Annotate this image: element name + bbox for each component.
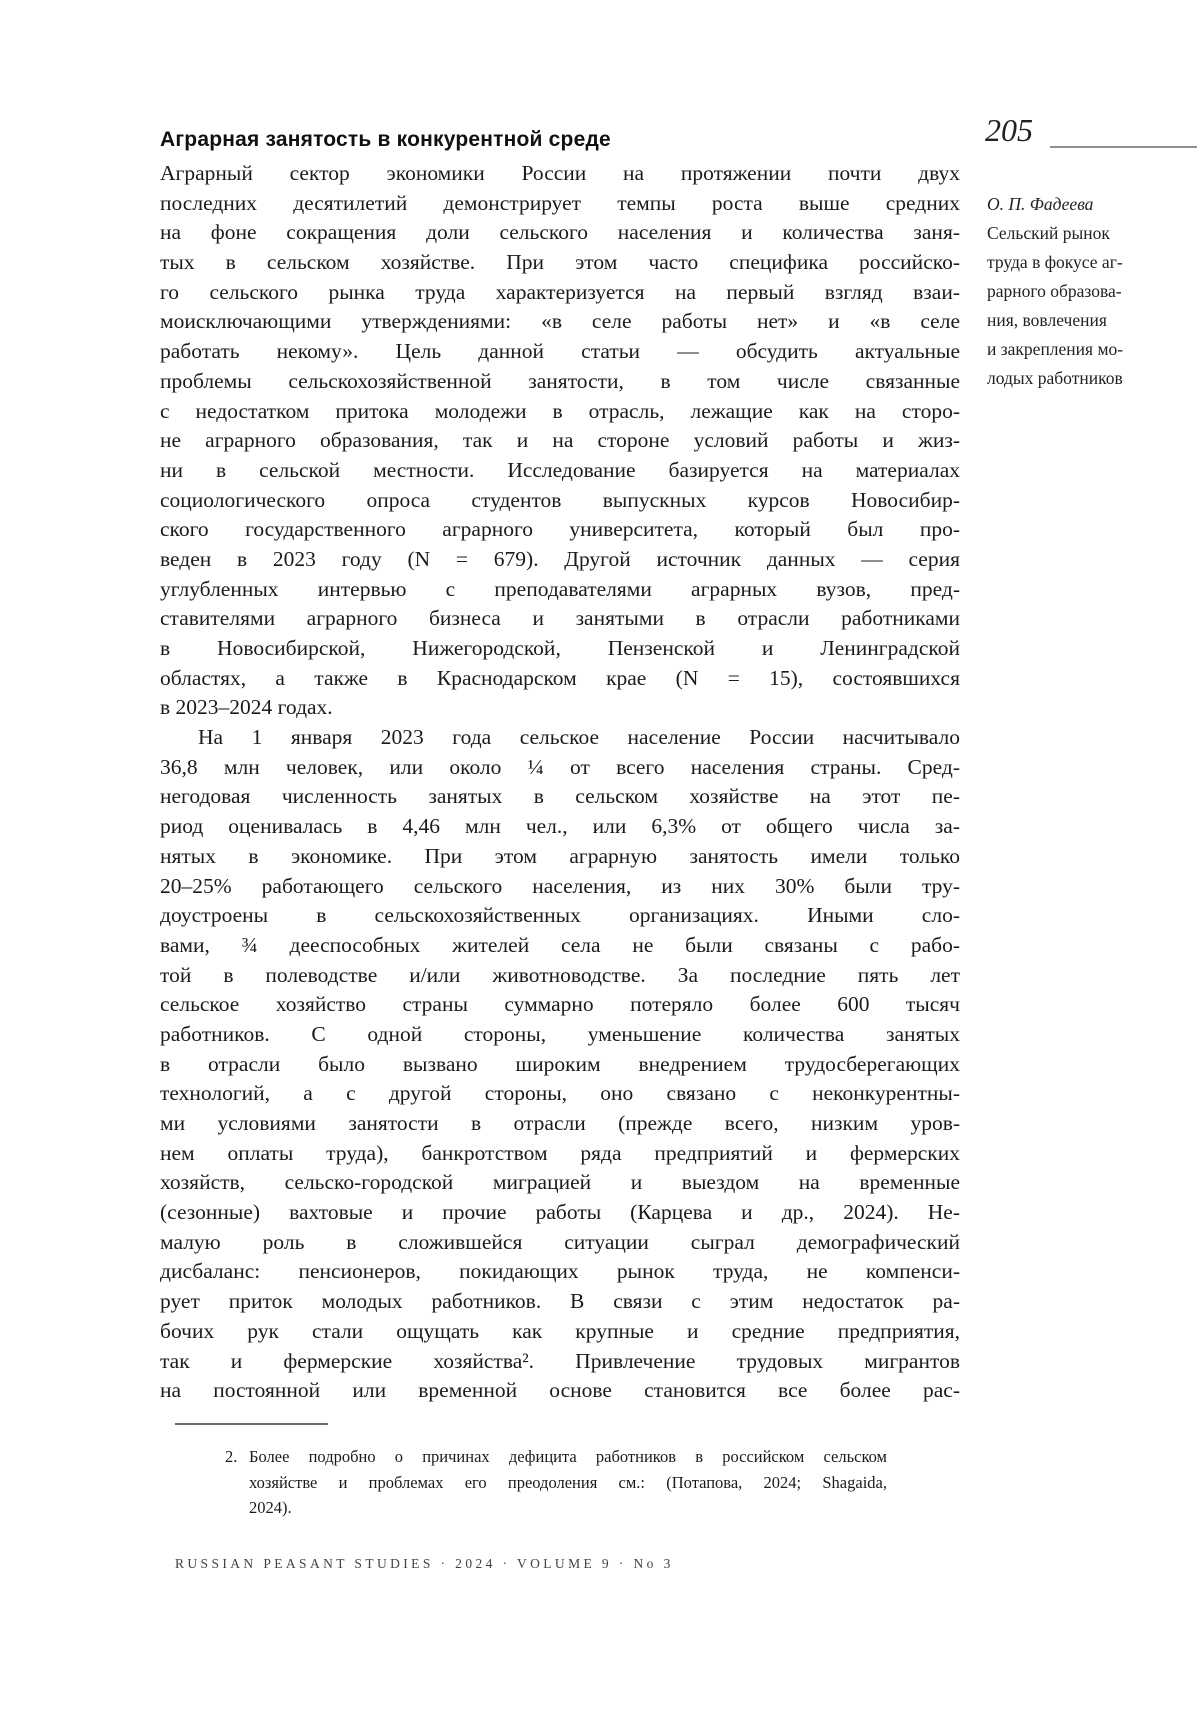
body-line: работать некому». Цель данной статьи — обсудить актуальные [160, 339, 960, 364]
margin-title-line: лодых работников [987, 368, 1123, 388]
body-line: нятых в экономике. При этом аграрную занятость имели только [160, 843, 960, 868]
body-line: ми условиями занятости в отрасли (прежде всего, низким уров- [160, 1111, 960, 1135]
footnote-line: хозяйстве и проблемах его преодоления см.: (Потапова, 2024; Shagaida, [249, 1472, 887, 1492]
body-line: (сезонные) вахтовые и прочие работы (Карцева и др., 2024). Не- [160, 1200, 960, 1225]
article-body [160, 159, 960, 1406]
body-line: доустроены в сельскохозяйственных организациях. Иными сло- [160, 903, 960, 928]
body-line: социологического опроса студентов выпускных курсов Новосибир- [160, 487, 960, 512]
body-line: вами, ¾ дееспособных жителей села не были связаны с рабо- [160, 932, 960, 957]
body-line: на постоянной или временной основе становится все более рас- [160, 1378, 960, 1403]
body-line: той в полеводстве и/или животноводстве. За последние пять лет [160, 962, 960, 987]
body-line: ского государственного аграрного университета, который был про- [160, 517, 960, 542]
body-line: областях, а также в Краснодарском крае (N = 15), состоявшихся [160, 665, 960, 690]
body-line: веден в 2023 году (N = 679). Другой источник данных — серия [160, 546, 960, 571]
body-line: работников. С одной стороны, уменьшение количества занятых [160, 1021, 960, 1046]
body-line: ставителями аграрного бизнеса и занятыми в отрасли работниками [160, 606, 960, 631]
body-line: бочих рук стали ощущать как крупные и средние предприятия, [160, 1318, 960, 1343]
footnote-number: 2. [225, 1447, 238, 1466]
margin-author: О. П. Фадеева [987, 194, 1094, 214]
body-line: 36,8 млн человек, или около ¼ от всего населения страны. Сред- [160, 754, 960, 779]
body-line: сельское хозяйство страны суммарно потеряло более 600 тысяч [160, 992, 960, 1017]
body-line: риод оценивалась в 4,46 млн чел., или 6,3% от общего числа за- [160, 814, 960, 839]
footnote-rule [175, 1423, 328, 1425]
body-line: на фоне сокращения доли сельского населения и количества заня- [160, 220, 960, 245]
journal-footer: RUSSIAN PEASANT STUDIES · 2024 · VOLUME 9 · No 3 [175, 1556, 674, 1571]
body-line: последних десятилетий демонстрирует темпы роста выше средних [160, 190, 960, 215]
body-line: проблемы сельскохозяйственной занятости, в том числе связанные [160, 368, 960, 393]
body-line: На 1 января 2023 года сельское население России насчитывало [198, 725, 960, 750]
header-rule [1050, 146, 1197, 148]
body-line: ни в сельской местности. Исследование базируется на материалах [160, 457, 960, 482]
body-line: нем оплаты труда), банкротством ряда предприятий и фермерских [160, 1140, 960, 1165]
body-line: Аграрный сектор экономики России на протяжении почти двух [160, 161, 960, 185]
margin-title-line: и закрепления мо- [987, 339, 1124, 359]
body-line: углубленных интервью с преподавателями аграрных вузов, пред- [160, 576, 960, 601]
margin-article-title [987, 219, 1187, 393]
margin-title-line: ния, вовлечения [987, 310, 1107, 330]
body-line: с недостатком притока молодежи в отрасль, лежащие как на сторо- [160, 398, 960, 423]
body-line: в 2023–2024 годах. [160, 695, 333, 720]
article-column [160, 128, 960, 1406]
footnote-text [249, 1444, 887, 1521]
body-line: технологий, а с другой стороны, оно связано с неконкурентны- [160, 1081, 960, 1106]
article-section-heading: Аграрная занятость в конкурентной среде [160, 128, 611, 151]
body-line: 20–25% работающего сельского населения, из них 30% были тру- [160, 873, 960, 898]
body-line: го сельского рынка труда характеризуется на первый взгляд взаи- [160, 279, 960, 304]
margin-column [987, 190, 1187, 393]
body-line: моисключающими утверждениями: «в селе работы нет» и «в селе [160, 309, 960, 334]
body-line: так и фермерские хозяйства². Привлечение трудовых мигрантов [160, 1348, 960, 1373]
body-line: в отрасли было вызвано широким внедрением трудосберегающих [160, 1051, 960, 1076]
footnote-line: 2024). [249, 1498, 292, 1517]
body-line: не аграрного образования, так и на стороне условий работы и жиз- [160, 428, 960, 453]
body-line: малую роль в сложившейся ситуации сыграл демографический [160, 1229, 960, 1254]
body-line: тых в сельском хозяйстве. При этом часто специфика российско- [160, 250, 960, 275]
body-line: негодовая численность занятых в сельском хозяйстве на этот пе- [160, 784, 960, 809]
page-number: 205 [985, 112, 1033, 148]
footnote [225, 1444, 890, 1521]
margin-title-line: труда в фокусе аг- [987, 252, 1123, 272]
margin-title-line: Сельский рынок [987, 223, 1110, 243]
body-line: хозяйств, сельско-городской миграцией и выездом на временные [160, 1170, 960, 1195]
margin-title-line: рарного образова- [987, 281, 1122, 301]
body-line: в Новосибирской, Нижегородской, Пензенской и Ленинградской [160, 636, 960, 660]
footnote-line: Более подробно о причинах дефицита работников в российском сельском [249, 1447, 887, 1466]
body-line: дисбаланс: пенсионеров, покидающих рынок труда, не компенси- [160, 1259, 960, 1284]
body-line: рует приток молодых работников. В связи с этим недостаток ра- [160, 1289, 960, 1314]
